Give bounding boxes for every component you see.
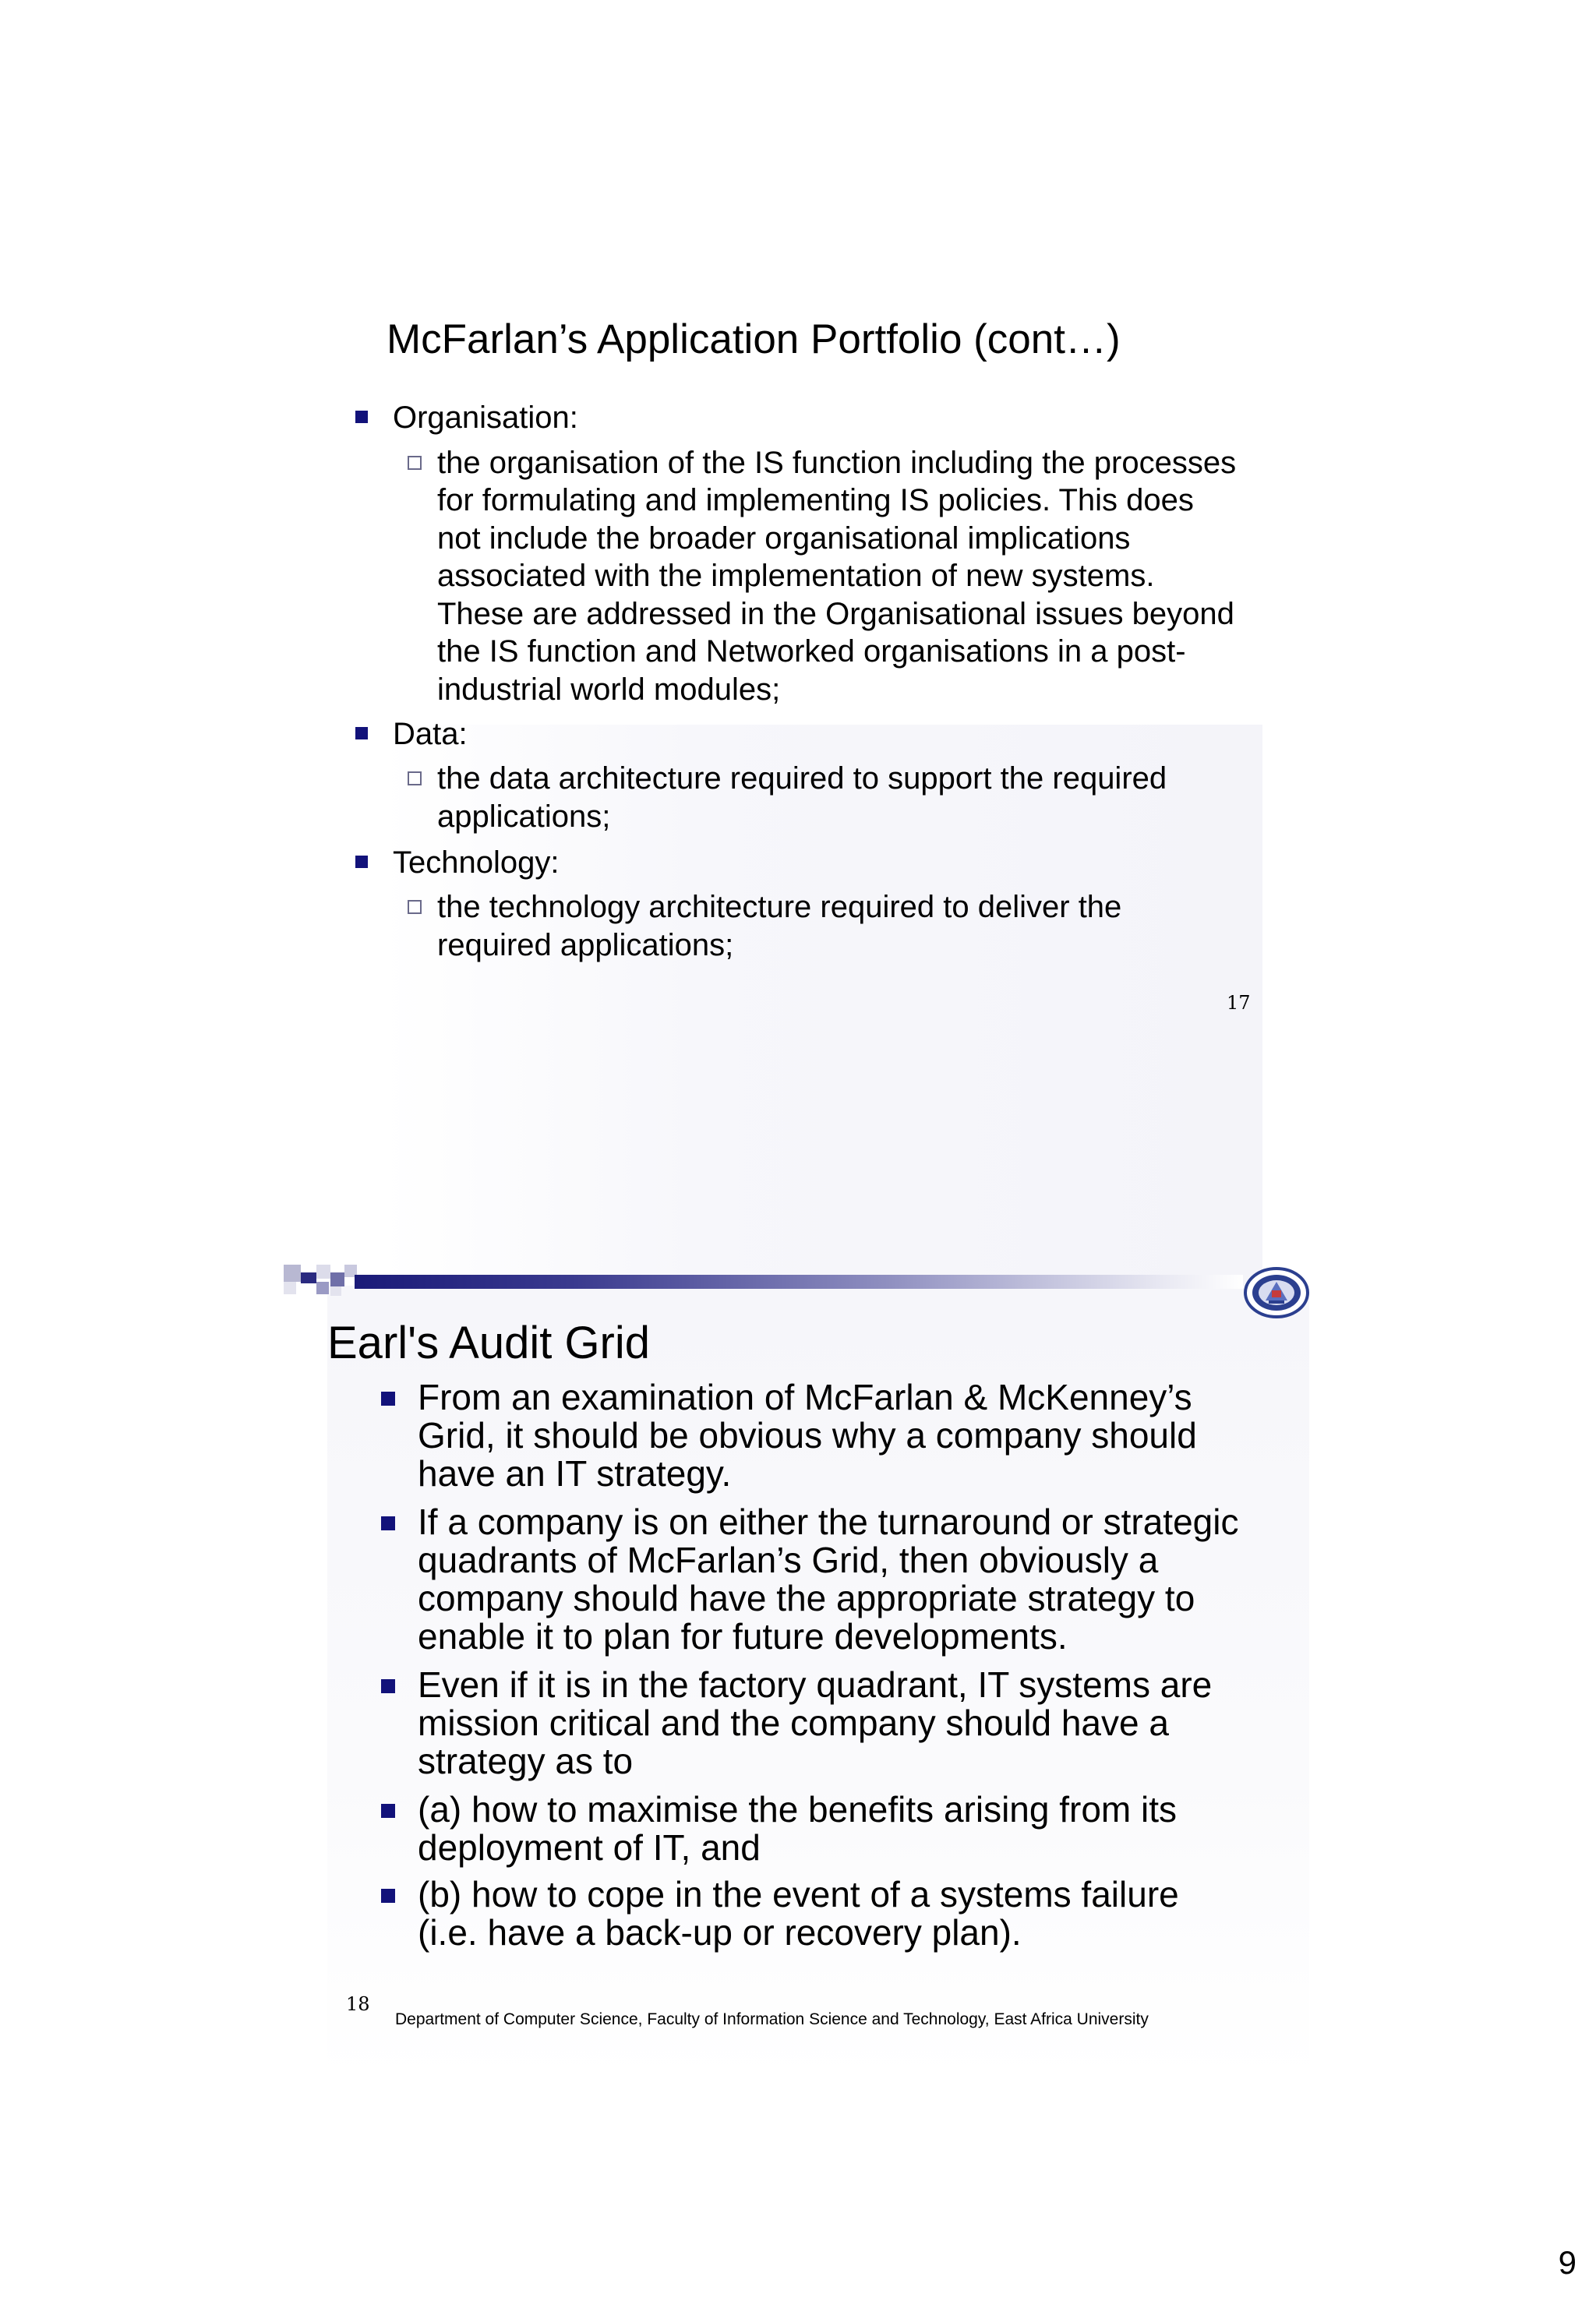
bullet-line: (b) how to cope in the event of a systems failure bbox=[418, 1874, 1179, 1915]
bullet-line: (i.e. have a back-up or recovery plan). bbox=[418, 1912, 1022, 1953]
sub-bullet-line: for formulating and implementing IS policies. This does bbox=[437, 483, 1194, 517]
sub-bullet-line: required applications; bbox=[437, 928, 734, 962]
bullet-line: enable it to plan for future developments. bbox=[418, 1616, 1068, 1657]
slide18-title: Earl's Audit Grid bbox=[327, 1318, 651, 1368]
sub-bullet-line: the IS function and Networked organisations in a post- bbox=[437, 634, 1186, 669]
page-number: 9 bbox=[1558, 2244, 1577, 2281]
slide-footer: Department of Computer Science, Faculty of Information Science and Technology, East Africa University bbox=[395, 2010, 1149, 2028]
slide17-title: McFarlan’s Application Portfolio (cont…) bbox=[387, 316, 1121, 362]
sub-bullet-line: not include the broader organisational implications bbox=[437, 521, 1131, 556]
sub-bullet-line: These are addressed in the Organisational issues beyond bbox=[437, 597, 1234, 631]
bullet-square-icon bbox=[381, 1679, 395, 1693]
bullet-line: mission critical and the company should have a bbox=[418, 1703, 1169, 1743]
sub-bullet-line: industrial world modules; bbox=[437, 672, 781, 707]
bullet-line: From an examination of McFarlan & McKenney’s bbox=[418, 1377, 1192, 1417]
bullet-square-icon bbox=[381, 1889, 395, 1903]
bullet-line: (a) how to maximise the benefits arising from its bbox=[418, 1789, 1178, 1830]
bullet-square-icon bbox=[381, 1516, 395, 1530]
bullet-line: Even if it is in the factory quadrant, IT systems are bbox=[418, 1664, 1213, 1705]
header-gradient-bar bbox=[355, 1275, 1243, 1289]
bullet-line: strategy as to bbox=[418, 1741, 634, 1781]
sub-bullet-box-icon bbox=[408, 456, 422, 470]
slide17-number: 17 bbox=[1227, 992, 1251, 1014]
bullet-line: quadrants of McFarlan’s Grid, then obviously a bbox=[418, 1540, 1159, 1580]
bullet-line: company should have the appropriate strategy to bbox=[418, 1578, 1195, 1618]
bullet-square-icon bbox=[381, 1804, 395, 1818]
university-logo-icon bbox=[1244, 1266, 1309, 1319]
bullet-line: deployment of IT, and bbox=[418, 1827, 761, 1868]
bullet-line: Grid, it should be obvious why a company should bbox=[418, 1415, 1197, 1456]
bullet-label-organisation: Organisation: bbox=[393, 401, 578, 435]
slide18-number: 18 bbox=[346, 1993, 370, 2015]
bullet-square-icon bbox=[355, 856, 368, 868]
bullet-square-icon bbox=[355, 727, 368, 739]
bullet-label-technology: Technology: bbox=[393, 845, 560, 880]
sub-bullet-line: applications; bbox=[437, 799, 611, 834]
bullet-square-icon bbox=[381, 1392, 395, 1406]
bullet-line: If a company is on either the turnaround or strategic bbox=[418, 1502, 1239, 1542]
sub-bullet-line: the organisation of the IS function including the processes bbox=[437, 446, 1237, 480]
sub-bullet-box-icon bbox=[408, 771, 422, 785]
bullet-label-data: Data: bbox=[393, 717, 468, 751]
bullet-line: have an IT strategy. bbox=[418, 1453, 732, 1494]
sub-bullet-box-icon bbox=[408, 900, 422, 914]
sub-bullet-line: associated with the implementation of new systems. bbox=[437, 559, 1155, 593]
sub-bullet-line: the data architecture required to support the required bbox=[437, 761, 1167, 796]
bullet-square-icon bbox=[355, 411, 368, 423]
sub-bullet-line: the technology architecture required to deliver the bbox=[437, 890, 1122, 924]
